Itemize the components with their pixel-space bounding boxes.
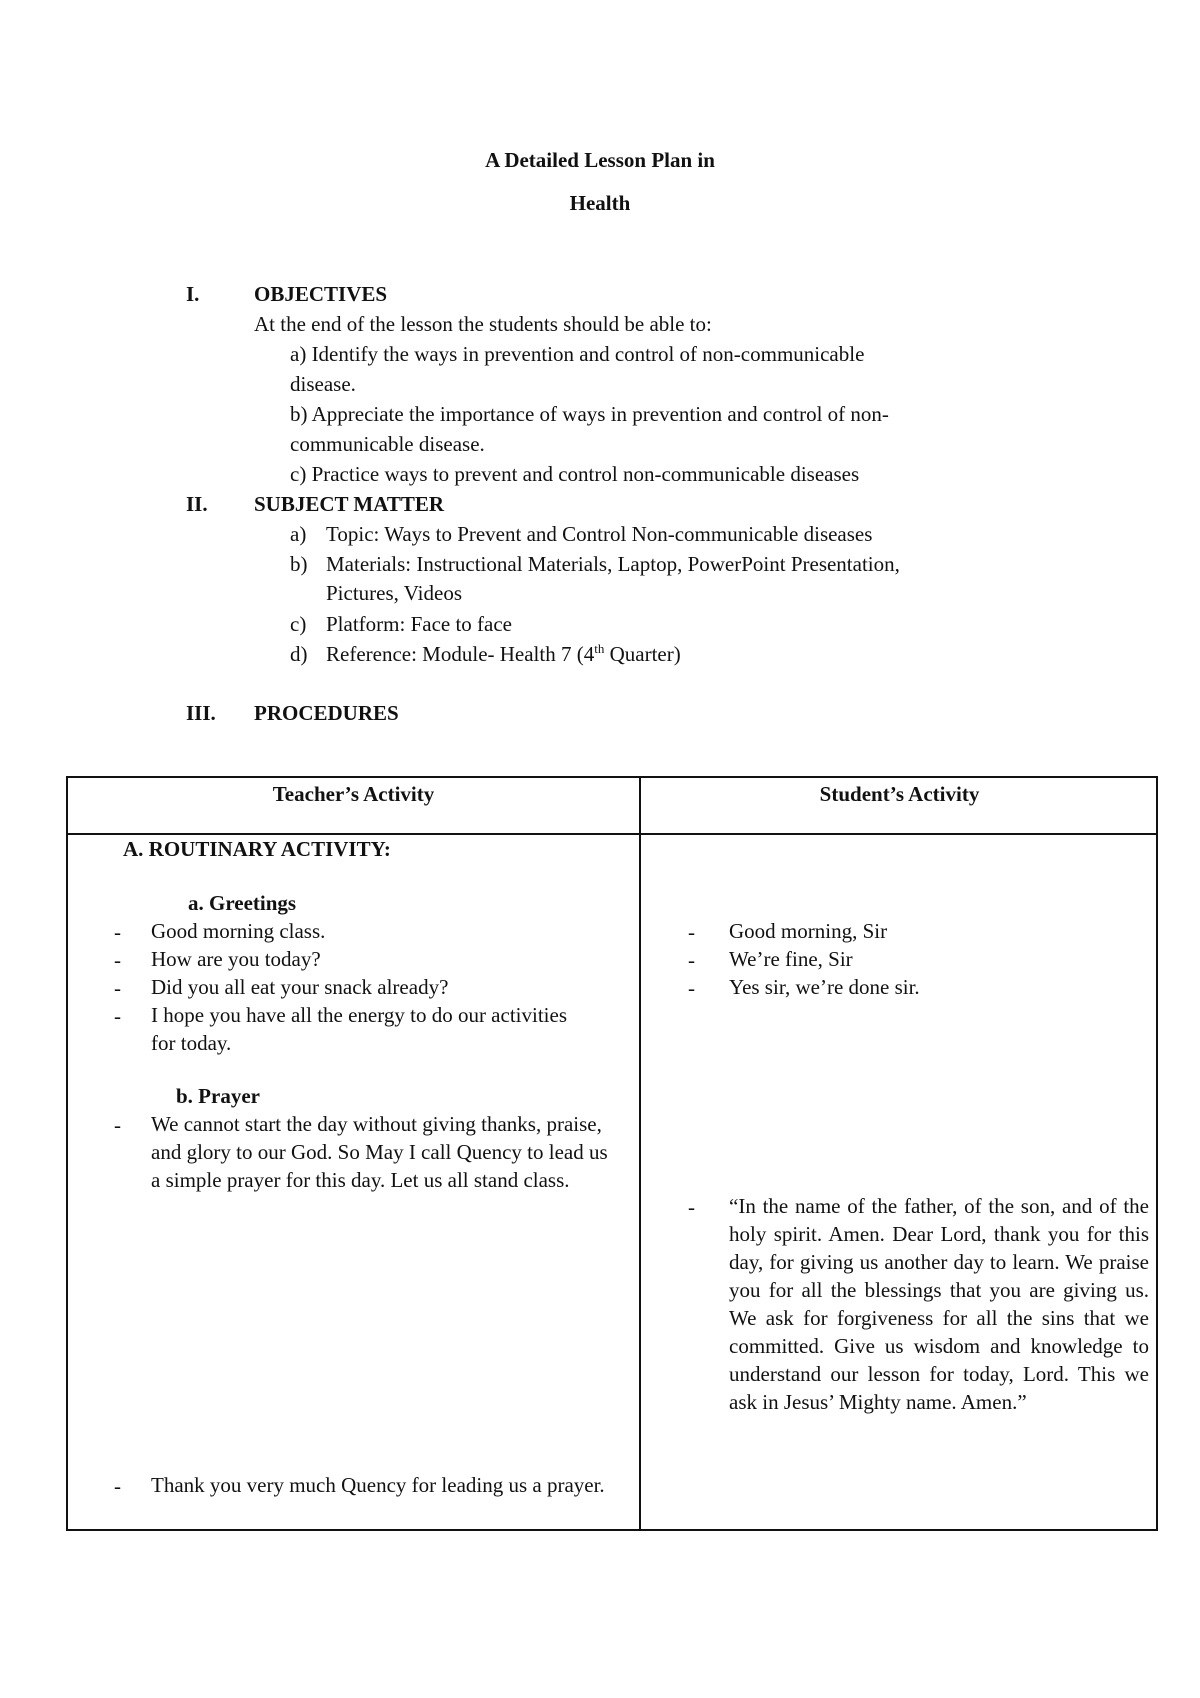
teacher-thanks: Thank you very much Quency for leading us a prayer.: [151, 1473, 605, 1497]
subject-item-topic: Topic: Ways to Prevent and Control Non-communicable diseases: [326, 522, 873, 546]
objective-c-line1: c) Practice ways to prevent and control non-communicable diseases: [290, 462, 860, 486]
document-subtitle: Health: [569, 191, 631, 215]
procedures-heading: PROCEDURES: [254, 701, 399, 725]
table-column-divider: [639, 778, 641, 1529]
objectives-number: I.: [186, 282, 200, 306]
teacher-greeting: How are you today?: [151, 947, 321, 971]
greetings-label: a. Greetings: [188, 891, 297, 915]
objectives-intro: At the end of the lesson the students should be able to:: [254, 312, 712, 336]
objective-a-line1: a) Identify the ways in prevention and control of non-communicable: [290, 342, 865, 366]
activity-table: [66, 776, 1158, 1531]
teacher-activity-header: Teacher’s Activity: [272, 782, 435, 806]
student-greeting: Good morning, Sir: [729, 919, 888, 943]
bullet-dash: -: [114, 1004, 121, 1028]
objective-b-line1: b) Appreciate the importance of ways in prevention and control of non-: [290, 402, 889, 426]
bullet-dash: -: [688, 948, 695, 972]
reference-text-end: Quarter): [604, 642, 681, 666]
bullet-dash: -: [114, 1474, 121, 1498]
subject-item-materials-cont: Pictures, Videos: [326, 581, 463, 605]
bullet-dash: -: [114, 1113, 121, 1137]
bullet-dash: -: [114, 948, 121, 972]
student-greeting: Yes sir, we’re done sir.: [729, 975, 920, 999]
subject-item-letter: b): [290, 552, 308, 576]
subject-item-letter: c): [290, 612, 307, 636]
teacher-greeting: Did you all eat your snack already?: [151, 975, 449, 999]
objectives-heading: OBJECTIVES: [254, 282, 388, 306]
objective-b-line2: communicable disease.: [290, 432, 485, 456]
teacher-greeting: Good morning class.: [151, 919, 326, 943]
document-title: A Detailed Lesson Plan in: [485, 148, 715, 172]
subject-item-letter: a): [290, 522, 307, 546]
subject-item-platform: Platform: Face to face: [326, 612, 513, 636]
reference-text: Reference: Module- Health 7 (4: [326, 642, 595, 666]
student-activity-header: Student’s Activity: [819, 782, 980, 806]
subject-matter-number: II.: [186, 492, 208, 516]
teacher-greeting: I hope you have all the energy to do our activities for today.: [151, 1003, 567, 1055]
prayer-label: b. Prayer: [176, 1084, 260, 1108]
student-prayer: “In the name of the father, of the son, and of the holy spirit. Amen. Dear Lord, thank you for this day, for giving us another day to learn. We praise you for all the blessings that you are giving us. We ask for forgiveness for all the sins that we committed. Give us wisdom and knowledge to understand our lesson for today, Lord. This we ask in Jesus’ Mighty name. Amen.”: [729, 1194, 1149, 1414]
routinary-activity-label: A. ROUTINARY ACTIVITY:: [123, 837, 391, 861]
bullet-dash: -: [688, 1195, 695, 1219]
procedures-number: III.: [186, 701, 216, 725]
bullet-dash: -: [114, 976, 121, 1000]
objective-a-line2: disease.: [290, 372, 356, 396]
subject-item-materials: Materials: Instructional Materials, Laptop, PowerPoint Presentation,: [326, 552, 900, 576]
bullet-dash: -: [688, 920, 695, 944]
subject-matter-heading: SUBJECT MATTER: [254, 492, 445, 516]
teacher-prayer-instruction: We cannot start the day without giving thanks, praise, and glory to our God. So May I call Quency to lead us a simple prayer for this day. Let us all stand class.: [151, 1112, 608, 1192]
bullet-dash: -: [114, 920, 121, 944]
student-greeting: We’re fine, Sir: [729, 947, 853, 971]
subject-item-letter: d): [290, 642, 308, 666]
reference-superscript: th: [594, 641, 605, 656]
subject-item-reference: [326, 639, 681, 669]
bullet-dash: -: [688, 976, 695, 1000]
